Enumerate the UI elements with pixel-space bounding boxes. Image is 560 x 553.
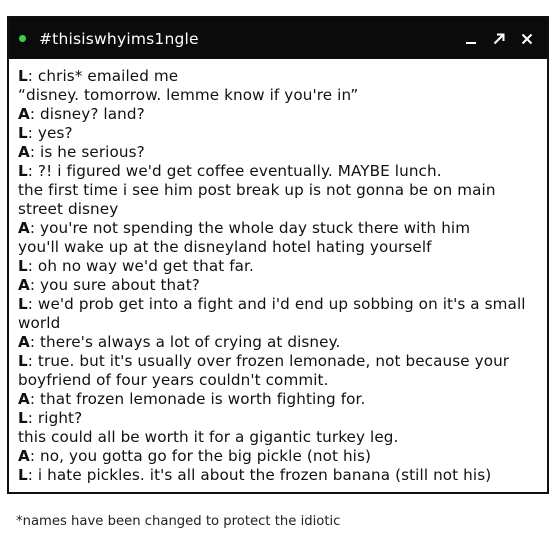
- window-controls: [459, 27, 539, 51]
- message-speaker: L: [18, 295, 28, 313]
- message-text: “disney. tomorrow. lemme know if you're in”: [18, 86, 359, 104]
- online-status-icon: [19, 35, 26, 42]
- message-text: : true. but it's usually over frozen lemonade, not because your boyfriend of four years couldn't commit.: [18, 352, 510, 389]
- message-speaker: L: [18, 67, 28, 85]
- message-speaker: A: [18, 143, 30, 161]
- message-speaker: L: [18, 466, 28, 484]
- expand-icon: [492, 32, 506, 46]
- minimize-icon: [464, 32, 478, 46]
- message-line: [18, 238, 537, 257]
- message-line: [18, 219, 537, 238]
- message-text: the first time i see him post break up is not gonna be on main street disney: [18, 181, 496, 218]
- message-text: : we'd prob get into a fight and i'd end up sobbing on it's a small world: [18, 295, 526, 332]
- expand-button[interactable]: [487, 27, 511, 51]
- message-text: you'll wake up at the disneyland hotel hating yourself: [18, 238, 432, 256]
- message-line: [18, 143, 537, 162]
- message-text: : disney? land?: [29, 105, 145, 123]
- message-line: [18, 86, 537, 105]
- message-line: [18, 352, 537, 390]
- message-text: : is he serious?: [29, 143, 145, 161]
- message-speaker: A: [18, 333, 30, 351]
- message-speaker: A: [18, 390, 30, 408]
- message-speaker: L: [18, 124, 28, 142]
- message-text: : there's always a lot of crying at disney.: [29, 333, 341, 351]
- message-list: [9, 59, 547, 485]
- message-line: [18, 428, 537, 447]
- message-line: [18, 124, 537, 143]
- message-line: [18, 67, 537, 86]
- message-line: [18, 409, 537, 428]
- message-speaker: A: [18, 219, 30, 237]
- message-text: : yes?: [27, 124, 73, 142]
- message-line: [18, 447, 537, 466]
- message-line: [18, 333, 537, 352]
- minimize-button[interactable]: [459, 27, 483, 51]
- message-line: [18, 466, 537, 485]
- footnote: *names have been changed to protect the idiotic: [16, 514, 341, 529]
- title-bar[interactable]: [9, 18, 547, 59]
- message-text: : chris* emailed me: [27, 67, 179, 85]
- chat-window: [7, 16, 549, 494]
- message-text: : that frozen lemonade is worth fighting for.: [29, 390, 366, 408]
- message-line: [18, 162, 537, 181]
- message-line: [18, 105, 537, 124]
- message-text: : no, you gotta go for the big pickle (not his): [29, 447, 372, 465]
- close-icon: [520, 32, 534, 46]
- window-title: #thisiswhyims1ngle: [39, 29, 199, 48]
- message-line: [18, 181, 537, 219]
- message-text: : oh no way we'd get that far.: [27, 257, 254, 275]
- message-speaker: L: [18, 257, 28, 275]
- message-line: [18, 257, 537, 276]
- message-speaker: L: [18, 352, 28, 370]
- message-text: : i hate pickles. it's all about the frozen banana (still not his): [27, 466, 492, 484]
- message-speaker: L: [18, 409, 28, 427]
- message-line: [18, 276, 537, 295]
- message-text: : right?: [27, 409, 83, 427]
- message-speaker: A: [18, 276, 30, 294]
- message-text: : ?! i figured we'd get coffee eventually. MAYBE lunch.: [27, 162, 442, 180]
- message-line: [18, 390, 537, 409]
- message-text: : you sure about that?: [29, 276, 200, 294]
- close-button[interactable]: [515, 27, 539, 51]
- message-speaker: A: [18, 447, 30, 465]
- message-speaker: L: [18, 162, 28, 180]
- message-speaker: A: [18, 105, 30, 123]
- message-text: : you're not spending the whole day stuck there with him: [29, 219, 471, 237]
- message-text: this could all be worth it for a gigantic turkey leg.: [18, 428, 399, 446]
- message-line: [18, 295, 537, 333]
